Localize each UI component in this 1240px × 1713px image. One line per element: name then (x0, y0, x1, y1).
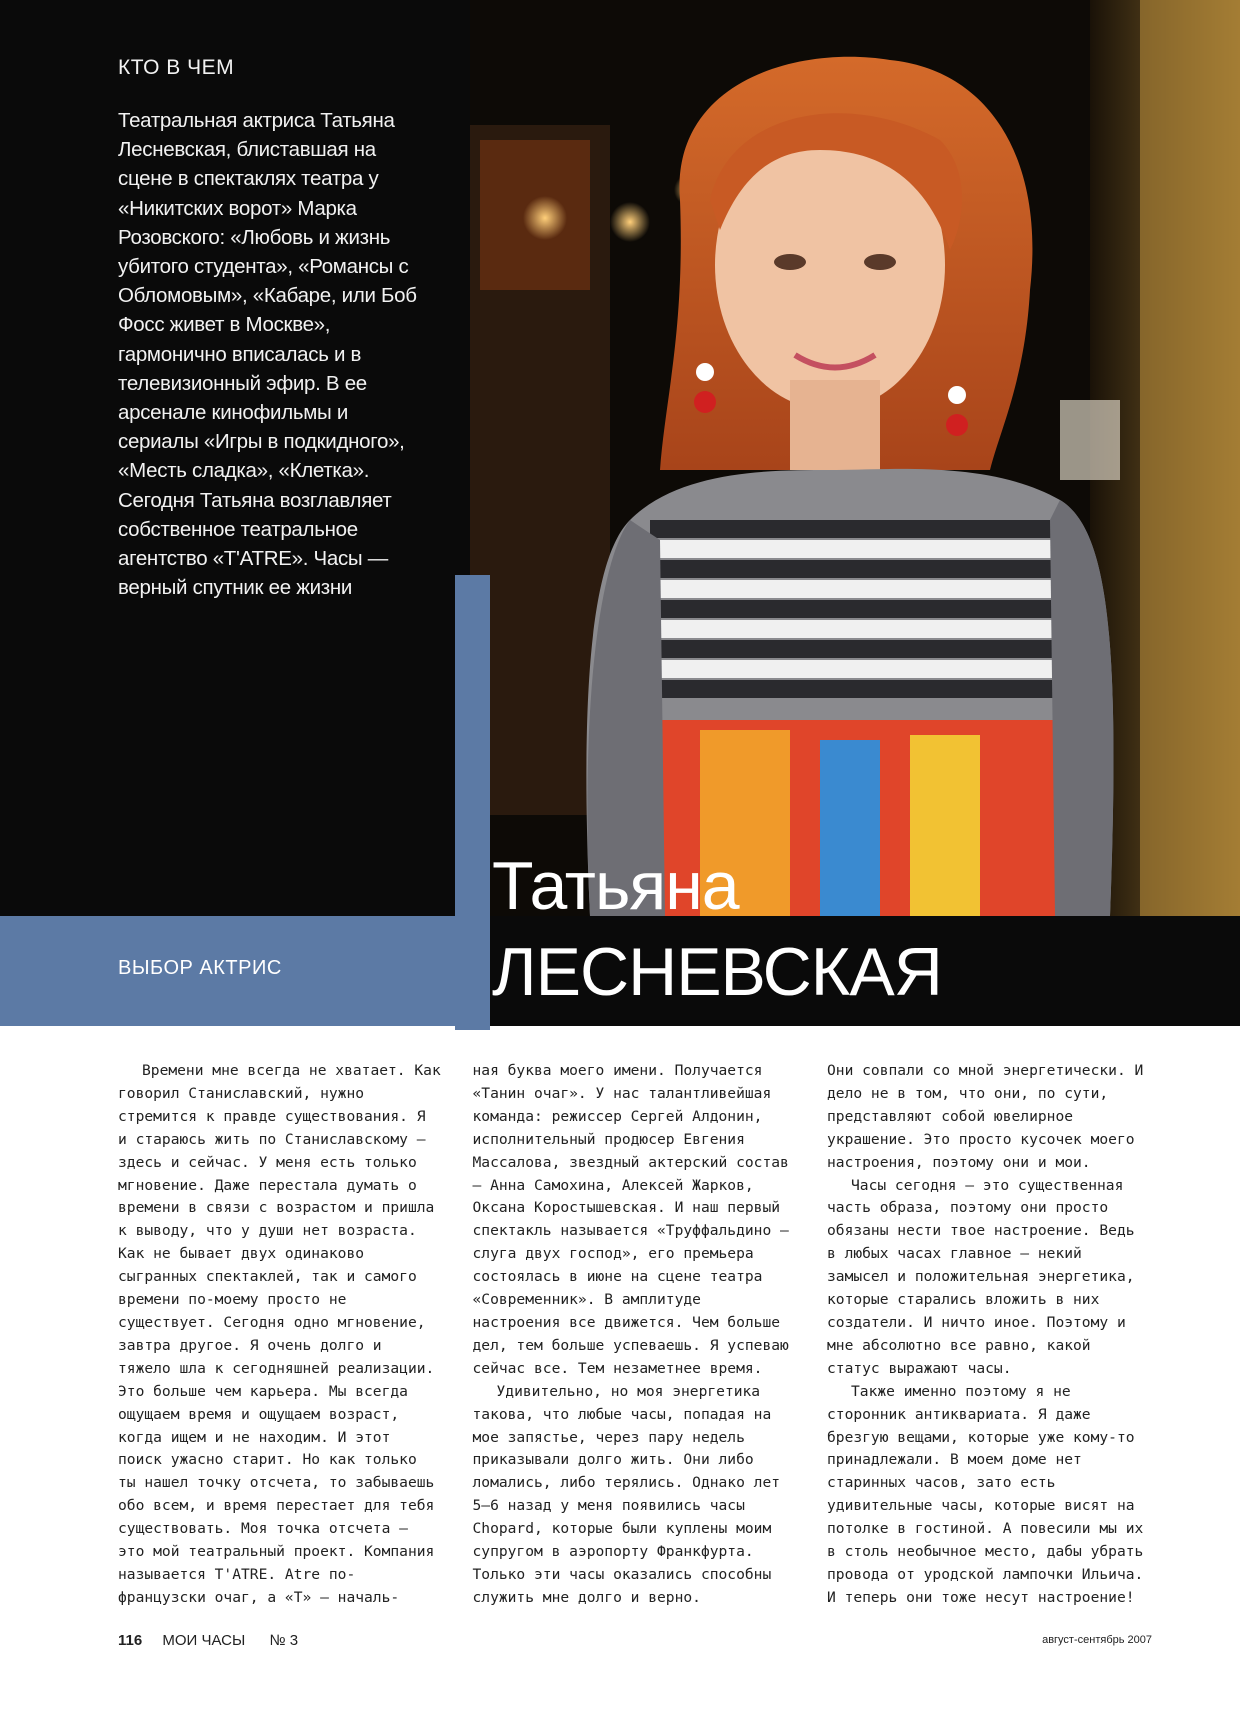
paragraph: Удивительно, но моя энергетика такова, что любые часы, попадая на мое запястье, через пару недель приказывали долго жить. Они либо ломались, либо терялись. Однако лет 5—6 назад у меня появились часы Chopard, которые были куплены моим супругом в аэропорту Франкфурта. Только эти часы оказались способны служить мне долго и верно. (472, 1382, 781, 1606)
portrait-photo (470, 0, 1240, 916)
article-column-3 (827, 1060, 1152, 1610)
paragraph: Часы сегодня — это существенная часть образа, поэтому они просто обязаны нести твое настроение. Ведь в любых часах главное — некий замысел и положительная энергетика, которые старались вложить в них создатели. И ничто иное. Поэтому и мне абсолютно все равно, какой статус выражают часы. (827, 1176, 1135, 1377)
name-last: ЛЕСНЕВСКАЯ (492, 934, 942, 1010)
paragraph: Также именно поэтому я не сторонник антиквариата. Я даже брезгую вещами, которые уже кому-то принадлежали. В моем доме нет старинных часов, зато есть удивительные часы, которые висят на потолке в гостиной. А повесили мы их в столь необычное место, дабы убрать провода от уродской лампочки Ильича. И теперь они тоже несут настроение! (827, 1382, 1144, 1606)
paragraph: ная буква моего имени. Получается «Танин очаг». У нас талантливейшая команда: режиссер Сергей Алдонин, исполнительный продюсер Евгения Массалова, звездный актерский состав — Анна Самохина, Алексей Жарков, Оксана Коростышевская. И наш первый спектакль называется «Труффальдино — слуга двух господ», его премьера состоялась в июне на сцене театра «Современник». В амплитуде настроения все движется. Чем больше дел, тем больше успеваешь. Я успеваю сейчас все. Тем незаметнее время. (472, 1062, 789, 1377)
rubric-label: ВЫБОР АКТРИС (118, 957, 282, 979)
article-column-1 (118, 1060, 443, 1610)
issue-date: август-сентябрь 2007 (1042, 1634, 1152, 1646)
paragraph: Они совпали со мной энергетически. И дело не в том, что они, по сути, представляют собой ювелирное украшение. Это просто кусочек моего настроения, поэтому они и мои. (827, 1062, 1144, 1171)
page-number: 116 (118, 1632, 143, 1649)
article-column-2 (473, 1060, 798, 1610)
intro-text: Театральная актриса Татьяна Лесневская, блиставшая на сцене в спектаклях театра у «Никитских ворот» Марка Розовского: «Любовь и жизнь убитого студента», «Романсы с Обломовым», «Кабаре, или Боб Фосс живет в Москве», гармонично вписалась и в телевизионный эфир. В ее арсенале кинофильмы и сериалы «Игры в подкидного», «Месть сладка», «Клетка». Сегодня Татьяна возглавляет собственное театральное агентство «T'ATRE». Часы — верный спутник ее жизни (118, 109, 417, 600)
name-first: Татьяна (492, 848, 739, 924)
page-footer (118, 1632, 1152, 1656)
issue-number: № 3 (269, 1632, 299, 1649)
magazine-name: МОИ ЧАСЫ (162, 1632, 246, 1649)
paragraph: Времени мне всегда не хватает. Как говорил Станиславский, нужно стремится к правде существования. Я и стараюсь жить по Станиславскому — здесь и сейчас. У меня есть только мгновение. Даже перестала думать о времени в связи с возрастом и пришла к выводу, что у души нет возраста. Как не бывает двух одинаково сыгранных спектаклей, так и самого времени по-моему просто не существует. Сегодня одно мгновение, завтра другое. Я очень долго и тяжело шла к сегодняшней реализации. Это больше чем карьера. Мы всегда ощущаем время и ощущаем возраст, когда ищем и не находим. И этот поиск ужасно старит. Но как только ты нашел точку отсчета, то забываешь обо всем, и время перестает для тебя существовать. Моя точка отсчета — это мой театральный проект. Компания называется T'ATRE. Atre по-французски очаг, а «Т» — началь- (118, 1062, 441, 1606)
section-label: КТО В ЧЕМ (118, 56, 235, 79)
article-columns (118, 1060, 1152, 1610)
